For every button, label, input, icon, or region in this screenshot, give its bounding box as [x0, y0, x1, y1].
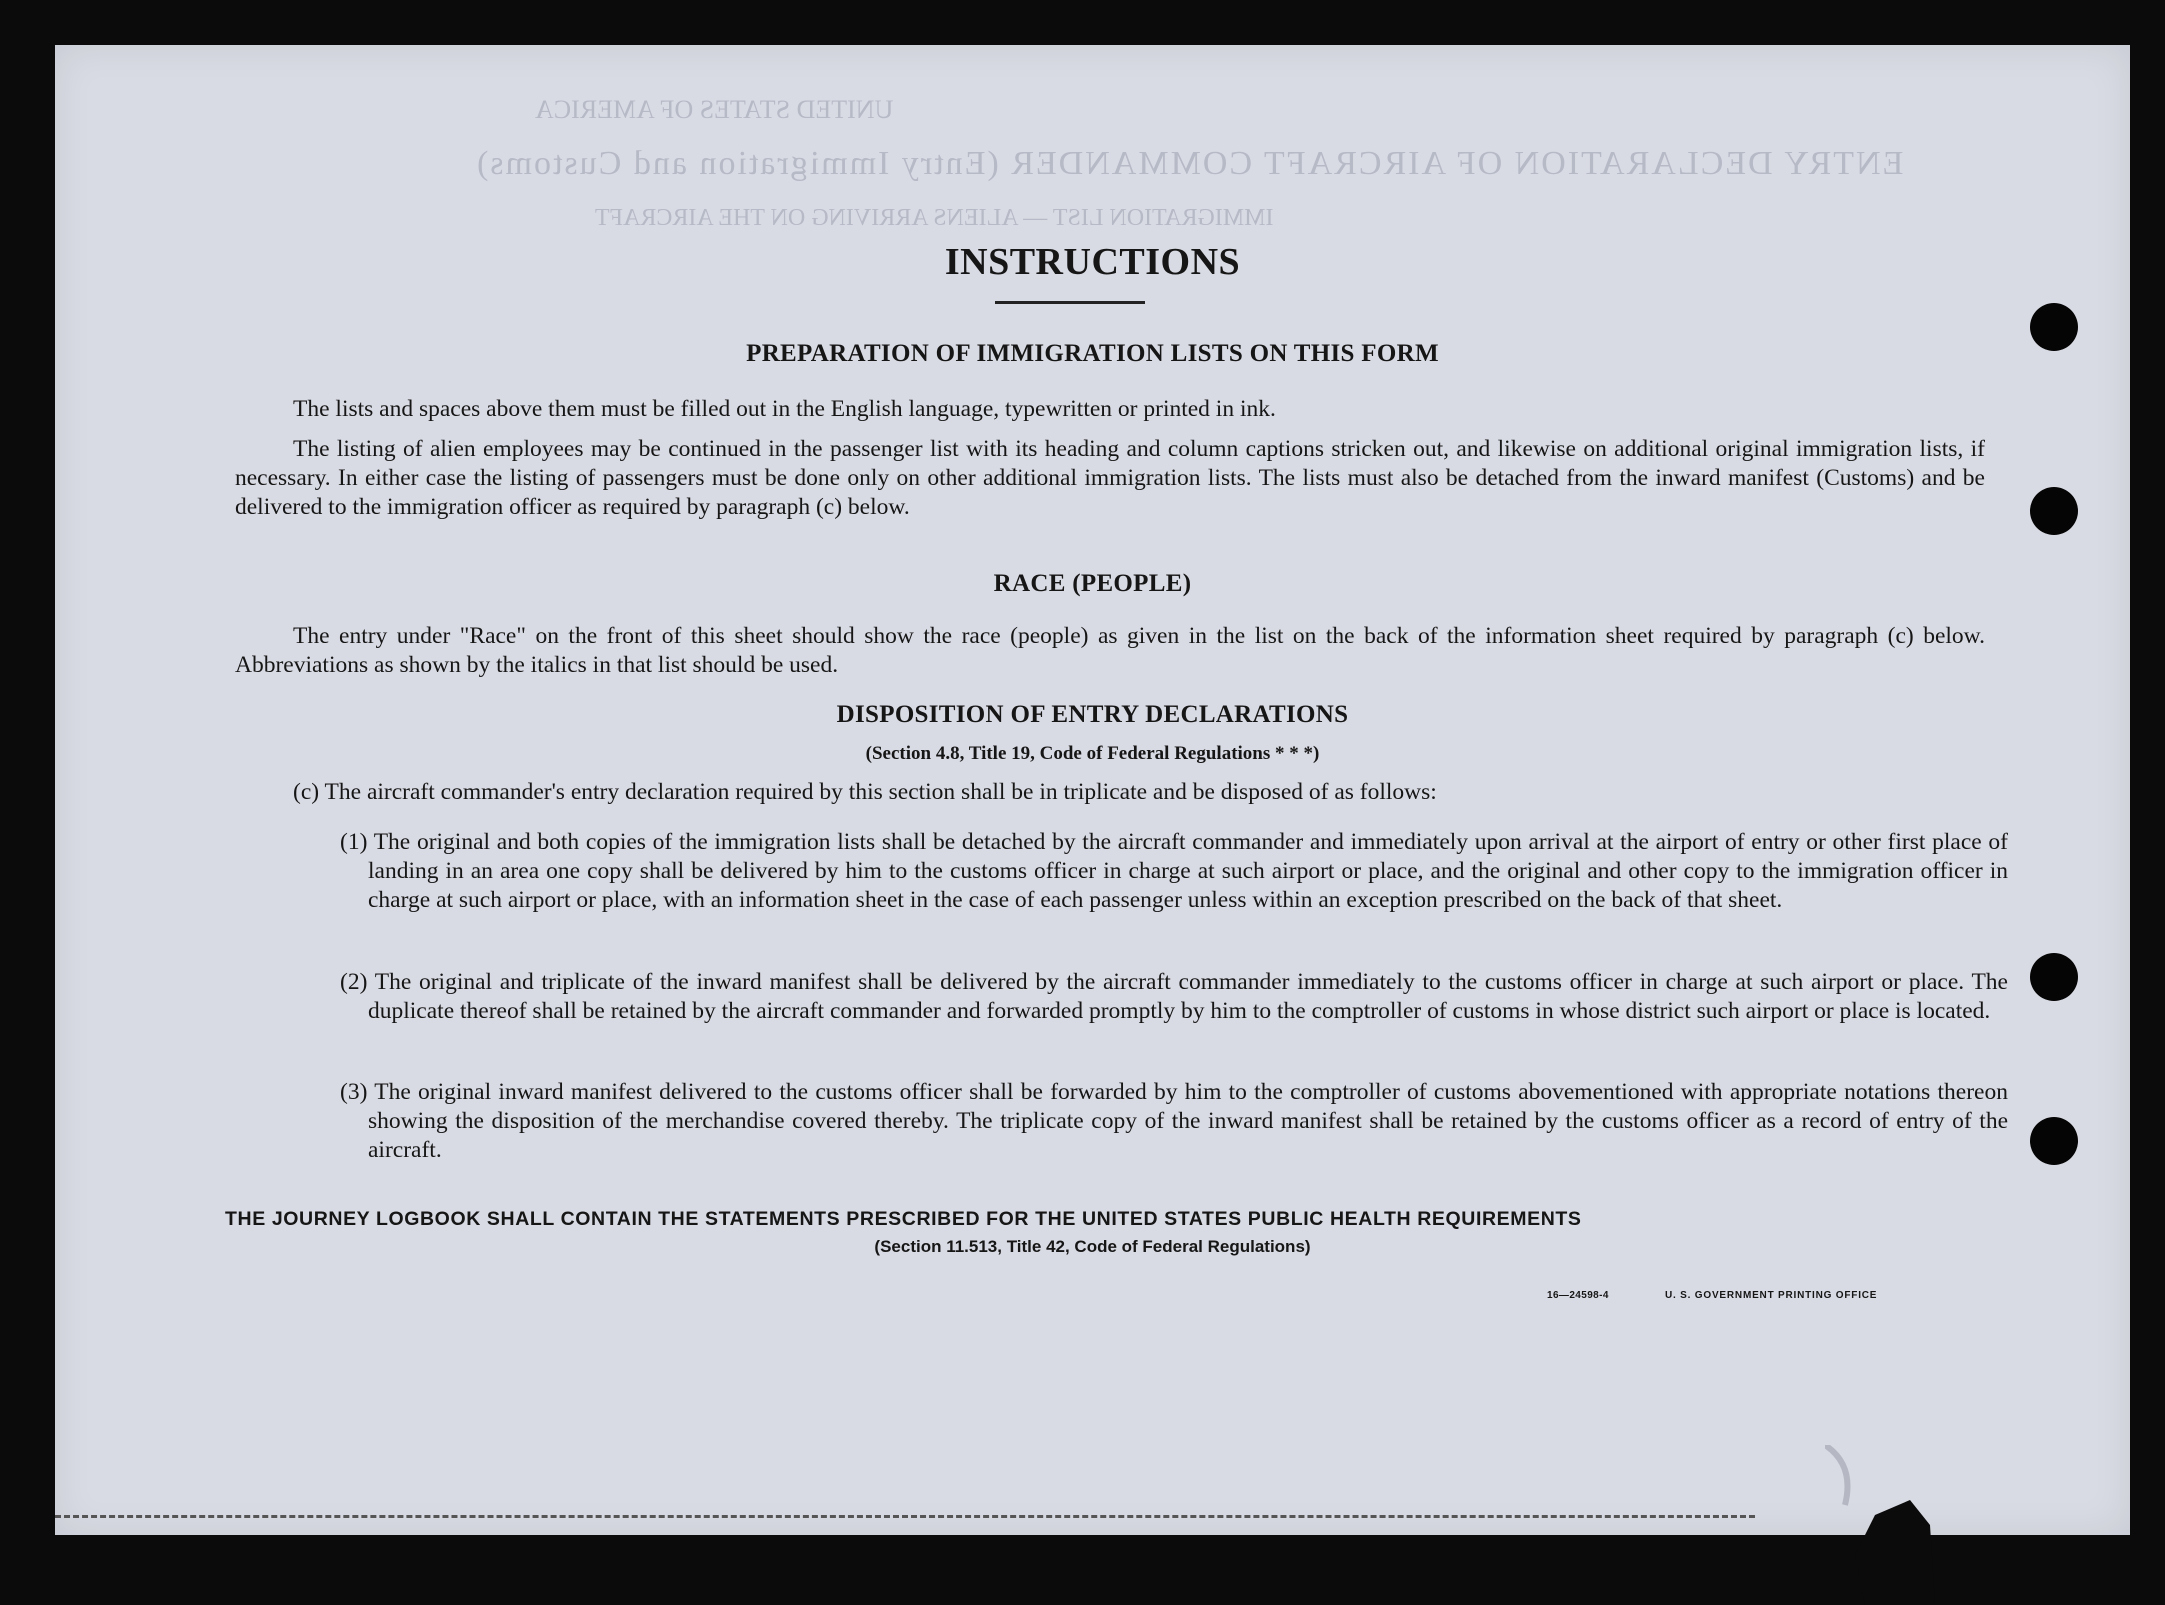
printing-office-label: U. S. GOVERNMENT PRINTING OFFICE: [1665, 1290, 1878, 1301]
section-heading-race: RACE (PEOPLE): [993, 570, 1192, 597]
binder-hole: [2030, 303, 2078, 351]
disposition-item-2: (2) The original and triplicate of the inward manifest shall be delivered by the aircraft commander immediately to the customs officer in charge at such airport or place. The duplicate thereof shall be retained by the aircraft commander and forwarded promptly by him to the comptroller of customs in whose district such airport or place is located.: [340, 969, 2008, 1024]
binder-hole: [2030, 487, 2078, 535]
binder-hole: [2030, 953, 2078, 1001]
bleed-through-text: IMMIGRATION LIST — ALIENS ARRIVING ON THE AIRCRAFT: [595, 205, 1274, 231]
page-content: [55, 45, 2130, 1535]
public-health-citation: (Section 11.513, Title 42, Code of Federal Regulations): [874, 1237, 1311, 1256]
form-print-code: 16—24598-4: [1547, 1290, 1609, 1301]
disposition-item-1: (1) The original and both copies of the immigration lists shall be detached by the aircraft commander and immediately upon arrival at the airport of entry or other first place of landing in an area one copy shall be delivered by him to the customs officer in charge at such airport or place, and the original and other copy to the immigration officer in charge at such airport or place, with an information sheet in the case of each passenger unless within an exception prescribed on the back of that sheet.: [340, 829, 2008, 913]
disposition-citation: (Section 4.8, Title 19, Code of Federal Regulations * * *): [865, 743, 1320, 764]
paragraph-preparation-2: The listing of alien employees may be continued in the passenger list with its heading and column captions stricken out, and likewise on additional original immigration lists, if necessary. In either case the listing of passengers must be done only on other additional immigration lists. The lists must also be detached from the inward manifest (Customs) and be delivered to the immigration officer as required by paragraph (c) below.: [235, 436, 1985, 520]
section-heading-disposition: DISPOSITION OF ENTRY DECLARATIONS: [836, 701, 1349, 728]
paragraph-preparation-1: The lists and spaces above them must be filled out in the English language, typewritten or printed in ink.: [293, 396, 1276, 422]
public-health-statement: THE JOURNEY LOGBOOK SHALL CONTAIN THE STATEMENTS PRESCRIBED FOR THE UNITED STATES PUBLIC HEALTH REQUIREMENTS: [225, 1208, 1582, 1230]
bleed-through-text: UNITED STATES OF AMERICA: [535, 95, 894, 124]
binder-hole: [2030, 1117, 2078, 1165]
document-sheet: [55, 45, 2130, 1535]
bleed-through-text: ENTRY DECLARATION OF AIRCRAFT COMMANDER (Entry Immigration and Customs): [475, 145, 1904, 182]
disposition-intro: (c) The aircraft commander's entry declaration required by this section shall be in triplicate and be disposed of as follows:: [293, 779, 1437, 805]
page-title: INSTRUCTIONS: [944, 241, 1241, 283]
paragraph-race-1: The entry under "Race" on the front of this sheet should show the race (people) as given in the list on the back of the information sheet required by paragraph (c) below. Abbreviations as shown by the italics in that list should be used.: [235, 623, 1985, 678]
disposition-item-3: (3) The original inward manifest delivered to the customs officer shall be forwarded by him to the comptroller of customs abovementioned with appropriate notations thereon showing the disposition of the merchandise covered thereby. The triplicate copy of the inward manifest shall be retained by the customs officer as a record of entry of the aircraft.: [340, 1079, 2008, 1163]
torn-corner: [1825, 1445, 1935, 1605]
title-underline: [995, 301, 1145, 304]
section-heading-preparation: PREPARATION OF IMMIGRATION LISTS ON THIS FORM: [746, 340, 1439, 367]
perforated-edge: [55, 1515, 1755, 1518]
